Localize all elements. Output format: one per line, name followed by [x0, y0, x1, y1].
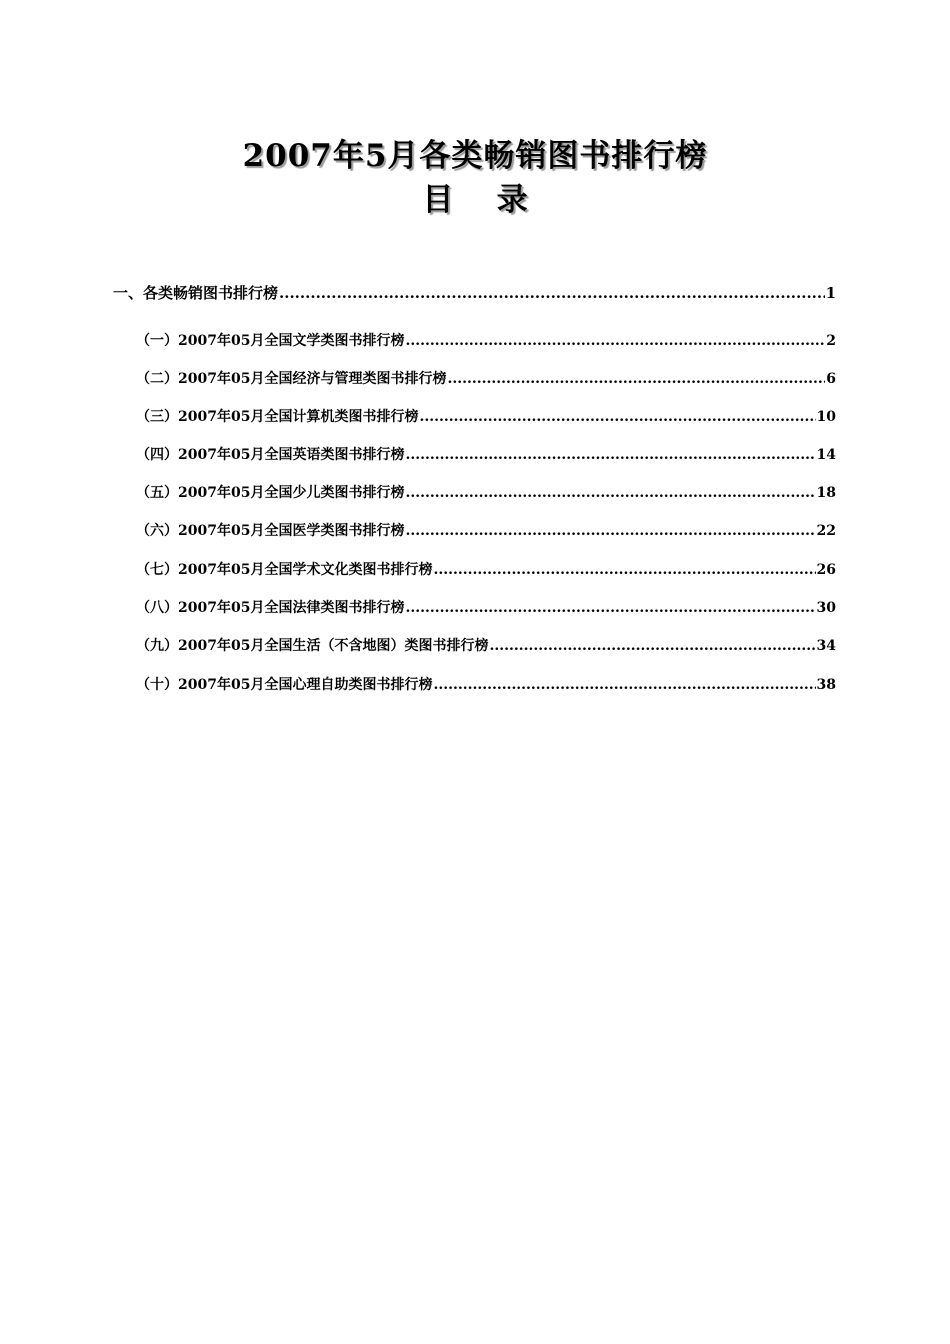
toc-entry-page: 34: [816, 638, 836, 654]
title-block: [0, 134, 950, 222]
toc-dot-leader: [405, 445, 815, 465]
toc-entry-label: （一）2007年05月全国文学类图书排行榜: [136, 333, 405, 349]
toc-entry-page: 38: [816, 677, 836, 693]
toc-entry-page: 22: [816, 523, 836, 539]
toc-dot-leader: [405, 331, 825, 351]
toc-entry-label: （五）2007年05月全国少儿类图书排行榜: [136, 485, 405, 501]
toc-entry-label: （十）2007年05月全国心理自助类图书排行榜: [136, 677, 433, 693]
toc-entry-label: （七）2007年05月全国学术文化类图书排行榜: [136, 562, 433, 578]
toc-entry-3[interactable]: [136, 407, 836, 427]
toc-dot-leader: [433, 560, 815, 580]
toc-dot-leader: [405, 598, 815, 618]
toc-dot-leader: [419, 407, 815, 427]
toc-entry-7[interactable]: [136, 560, 836, 580]
toc-entry-label: （四）2007年05月全国英语类图书排行榜: [136, 447, 405, 463]
toc-entry-label: （二）2007年05月全国经济与管理类图书排行榜: [136, 371, 447, 387]
toc-entry-page: 14: [816, 447, 836, 463]
toc-entry-1[interactable]: [136, 331, 836, 351]
toc-dot-leader: [433, 675, 815, 695]
toc-entry-label: （八）2007年05月全国法律类图书排行榜: [136, 600, 405, 616]
toc-dot-leader: [405, 521, 815, 541]
toc-entry-label: 一、各类畅销图书排行榜: [113, 284, 279, 302]
toc-dot-leader: [405, 483, 815, 503]
toc-entry-page: 30: [816, 600, 836, 616]
document-title: 2007年5月各类畅销图书排行榜: [242, 138, 708, 174]
toc-entry-10[interactable]: [136, 675, 836, 695]
toc-entry-4[interactable]: [136, 445, 836, 465]
toc-entry-page: 10: [816, 409, 836, 425]
toc-entry-2[interactable]: [136, 369, 836, 389]
toc-entry-page: 1: [825, 284, 836, 302]
toc-entry-page: 18: [816, 485, 836, 501]
toc-entry-page: 26: [816, 562, 836, 578]
toc-entry-page: 6: [826, 371, 836, 387]
toc-entry-9[interactable]: [136, 636, 836, 656]
toc-dot-leader: [489, 636, 815, 656]
toc-entry-5[interactable]: [136, 483, 836, 503]
toc-entry-section-1[interactable]: [113, 283, 836, 303]
toc-entry-label: （三）2007年05月全国计算机类图书排行榜: [136, 409, 419, 425]
toc-heading: 目 录: [422, 182, 528, 218]
toc-entry-6[interactable]: [136, 521, 836, 541]
toc-dot-leader: [447, 369, 825, 389]
toc-entry-page: 2: [826, 333, 836, 349]
toc-entry-label: （九）2007年05月全国生活（不含地图）类图书排行榜: [136, 638, 489, 654]
toc-entry-label: （六）2007年05月全国医学类图书排行榜: [136, 523, 405, 539]
toc-entry-8[interactable]: [136, 598, 836, 618]
toc-dot-leader: [279, 283, 825, 303]
